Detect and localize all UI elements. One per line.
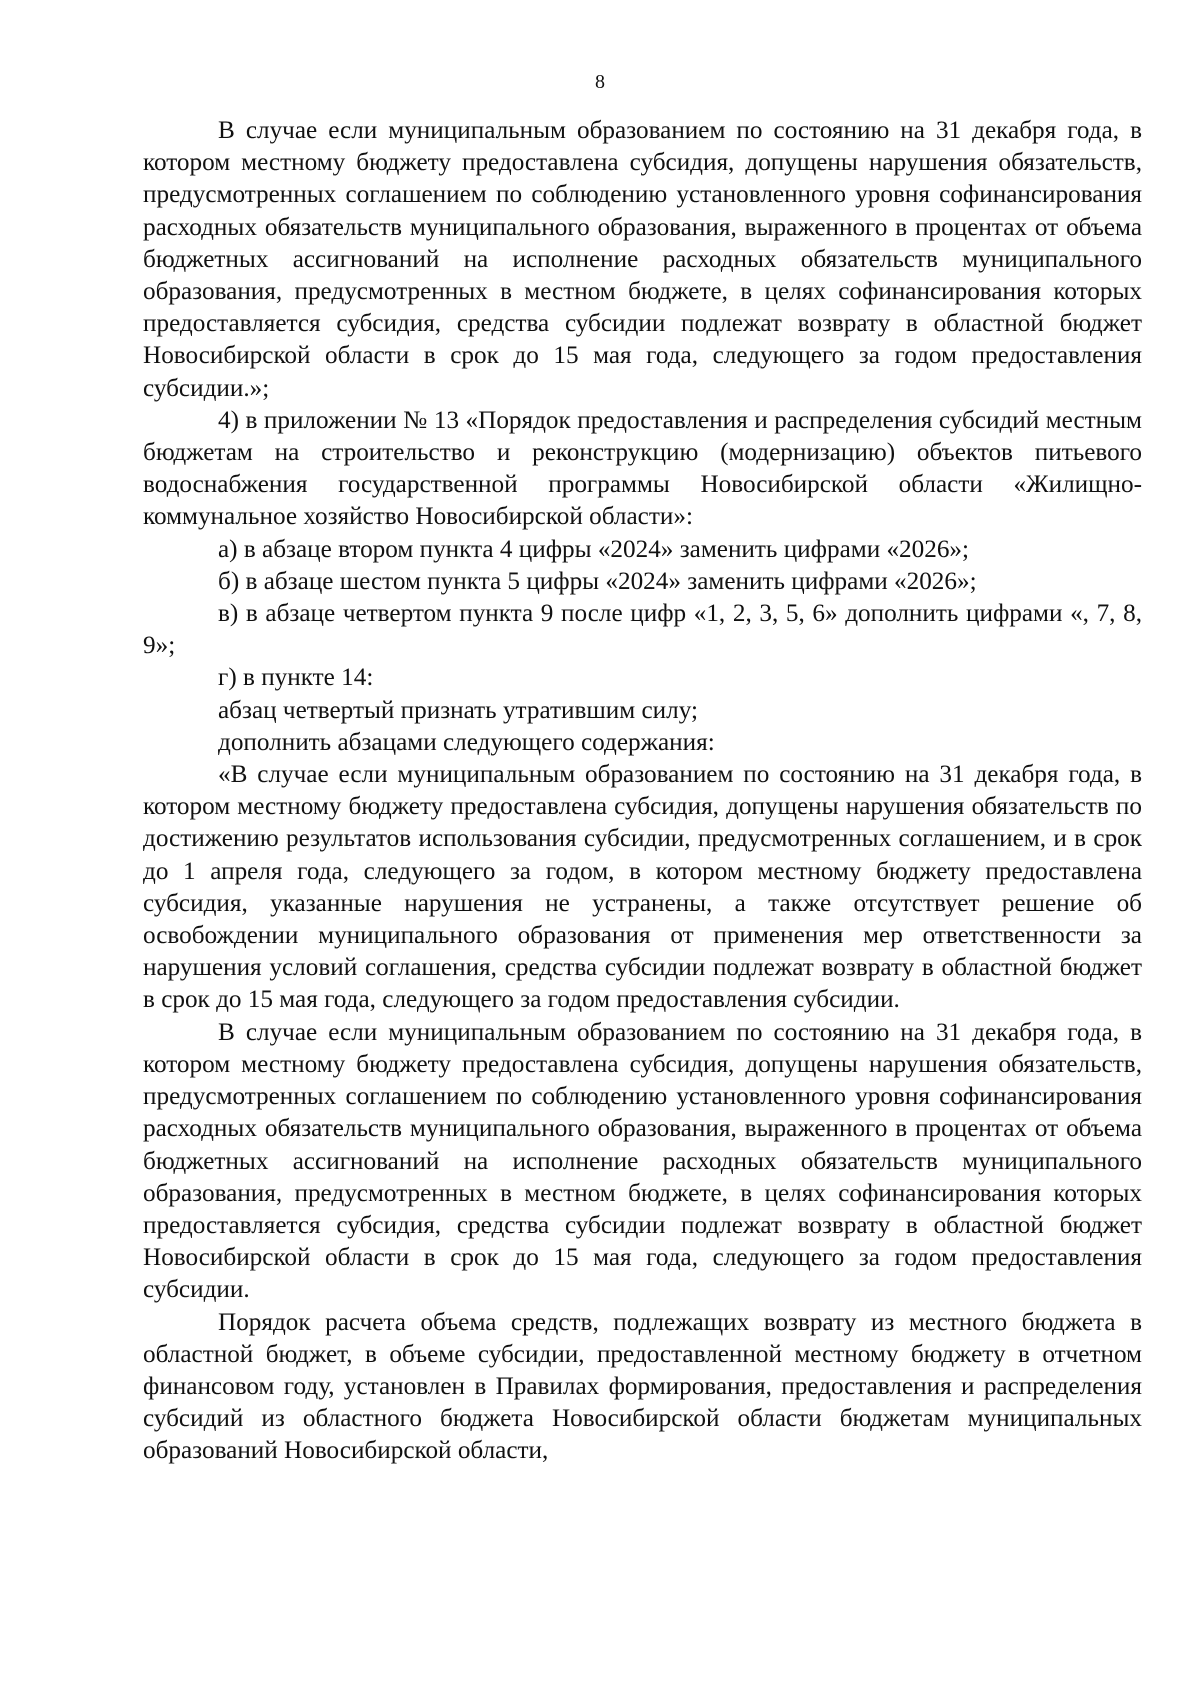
page-number: 8 bbox=[595, 71, 605, 93]
paragraph-subitem-v: в) в абзаце четвертом пункта 9 после цифр «1, 2, 3, 5, 6» дополнить цифрами «, 7, 8, 9»; bbox=[143, 600, 1142, 660]
paragraph-repeal: абзац четвертый признать утратившим силу; bbox=[218, 696, 698, 724]
paragraph-1: В случае если муниципальным образованием по состоянию на 31 декабря года, в котором местному бюджету предоставлена субсидия, допущены нарушения обязательств, предусмотренных соглашением по соблюдению установленного уровня софинансирования расходных обязательств муниципального образования, выраженного в процентах от объема бюджетных ассигнований на исполнение расходных обязательств муниципального образования, предусмотренных в местном бюджете, в целях софинансирования которых предоставляется субсидия, средства субсидии подлежат возврату в областной бюджет Новосибирской области в срок до 15 мая года, следующего за годом предоставления субсидии.»; bbox=[143, 117, 1142, 402]
paragraph-subitem-b: б) в абзаце шестом пункта 5 цифры «2024» заменить цифрами «2026»; bbox=[218, 567, 977, 595]
paragraph-return-procedure: Порядок расчета объема средств, подлежащих возврату из местного бюджета в областной бюджет, в объеме субсидии, предоставленной местному бюджету в отчетном финансовом году, установлен в Правилах формирования, предоставления и распределения субсидий из областного бюджета Новосибирской области бюджетам муниципальных образований Новосибирской области, bbox=[143, 1308, 1142, 1465]
paragraph-quote-2: В случае если муниципальным образованием по состоянию на 31 декабря года, в котором местному бюджету предоставлена субсидия, допущены нарушения обязательств, предусмотренных соглашением по соблюдению установленного уровня софинансирования расходных обязательств муниципального образования, выраженного в процентах от объема бюджетных ассигнований на исполнение расходных обязательств муниципального образования, предусмотренных в местном бюджете, в целях софинансирования которых предоставляется субсидия, средства субсидии подлежат возврату в областной бюджет Новосибирской области в срок до 15 мая года, следующего за годом предоставления субсидии. bbox=[143, 1018, 1142, 1304]
paragraph-supplement: дополнить абзацами следующего содержания: bbox=[218, 728, 715, 756]
paragraph-quote-1: «В случае если муниципальным образованием по состоянию на 31 декабря года, в котором местному бюджету предоставлена субсидия, допущены нарушения обязательств по достижению результатов использования субсидии, предусмотренных соглашением, и в срок до 1 апреля года, следующего за годом, в котором местному бюджету предоставлена субсидия, указанные нарушения не устранены, а также отсутствует решение об освобождении муниципального образования от применения мер ответственности за нарушения условий соглашения, средства субсидии подлежат возврату в областной бюджет в срок до 15 мая года, следующего за годом предоставления субсидии. bbox=[143, 761, 1142, 1014]
paragraph-item-4: 4) в приложении № 13 «Порядок предоставления и распределения субсидий местным бюджетам на строительство и реконструкцию (модернизацию) объектов питьевого водоснабжения государственной программы Новосибирской области «Жилищно-коммунальное хозяйство Новосибирской области»: bbox=[143, 406, 1142, 531]
paragraph-subitem-a: а) в абзаце втором пункта 4 цифры «2024» заменить цифрами «2026»; bbox=[218, 535, 970, 563]
paragraph-subitem-g: г) в пункте 14: bbox=[218, 664, 374, 692]
document-body bbox=[143, 115, 1142, 1468]
